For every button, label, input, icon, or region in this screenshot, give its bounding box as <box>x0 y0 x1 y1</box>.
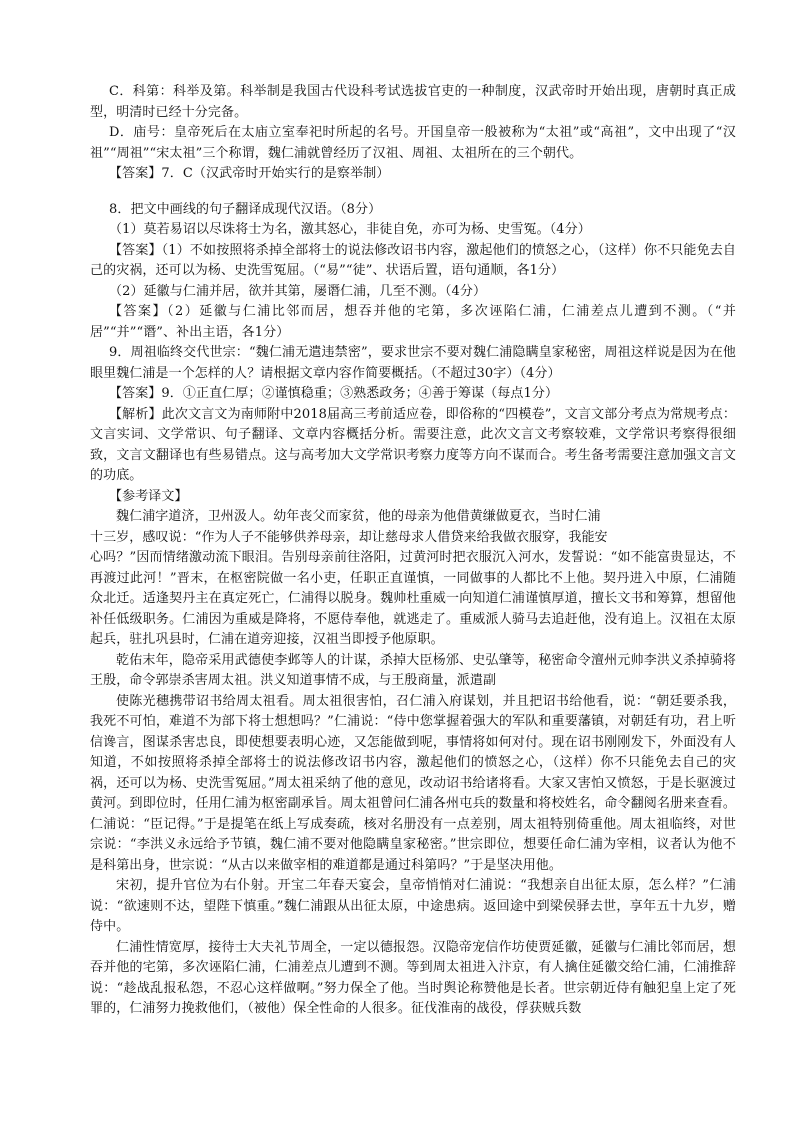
paragraph: 心吗？”因而情绪激动流下眼泪。告别母亲前往洛阳，过黄河时把衣服沉入河水，发誓说：“如不能富贵显达，不再渡过此河！”晋末，在枢密院做一名小吏，任职正直谨慎，一同做事的人都比不上他。契丹进入中原，仁浦随众北迁。适逢契丹主在真定死亡，仁浦得以脱身。魏帅杜重威一向知道仁浦谨慎厚道，擅长文书和筹算，想留他补任低级职务。仁浦因为重威是降将，不愿侍奉他，就逃走了。重威派人骑马去追赶他，没有追上。汉祖在太原起兵，驻扎巩县时，仁浦在道旁迎接，汉祖当即授予他原职。 <box>90 550 736 647</box>
paragraph: 宋初，提升官位为右仆射。开宝二年春天宴会，皇帝悄悄对仁浦说：“我想亲自出征太原，怎么样？”仁浦说：“欲速则不达，望陛下慎重。”魏仁浦跟从出征太原，中途患病。返回途中到梁侯驿去世，享年五十九岁，赠侍中。 <box>90 878 736 934</box>
paragraph: 【答案】（2）延徽与仁浦比邻而居，想吞并他的宅第，多次诬陷仁浦，仁浦差点儿遭到不测。（“并居”“并”“谮”、补出主语，各1分） <box>90 304 736 340</box>
paragraph: 【答案】（1）不如按照将杀掉全部将士的说法修改诏书内容，激起他们的愤怒之心，（这样）你不只能免去自己的灾祸，还可以为杨、史洗雪冤屈。（“易”“徒”、状语后置，语句通顺，各1分） <box>90 242 736 278</box>
paragraph: 魏仁浦字道济，卫州汲人。幼年丧父而家贫，他的母亲为他借黄缣做夏衣，当时仁浦 <box>116 509 601 524</box>
paragraph: 【答案】7．C（汉武帝时开始实行的是察举制） <box>109 166 390 181</box>
document-page <box>90 82 736 1020</box>
paragraph: 9．周祖临终交代世宗：“魏仁浦无遣违禁密”，要求世宗不要对魏仁浦隐瞒皇家秘密，周祖这样说是因为在他眼里魏仁浦是一个怎样的人？请根据文章内容作简要概括。（不超过30字）（4分） <box>90 345 736 381</box>
paragraph: 使陈光穗携带诏书给周太祖看。周太祖很害怕，召仁浦入府谋划，并且把诏书给他看，说：“朝廷要杀我，我死不可怕，难道不为部下将士想想吗？”仁浦说：“侍中您掌握着强大的军队和重要藩镇，对朝廷有功，君上听信谗言，图谋杀害忠良，即使想要表明心迹，又怎能做到呢，事情将如何对付。现在诏书刚刚发下，外面没有人知道，不如按照将杀掉全部将士的说法修改诏书内容，激起他们的愤怒之心，（这样）你不只能免去自己的灾祸，还可以为杨、史洗雪冤屈。”周太祖采纳了他的意见，改动诏书给诸将看。大家又害怕又愤怒，于是长驱渡过黄河。到即位时，任用仁浦为枢密副承旨。周太祖曾问仁浦各州屯兵的数量和将校姓名，命令翻阅名册来查看。仁浦说：“臣记得。”于是提笔在纸上写成奏疏，核对名册没有一点差别，周太祖特别倚重他。周太祖临终，对世宗说：“李洪义永远给予节镇，魏仁浦不要对他隐瞒皇家秘密。”世宗即位，想要任命仁浦为宰相，议者认为他不是科第出身，世宗说：“从古以来做宰相的难道都是通过科第吗？”于是坚决用他。 <box>90 693 736 873</box>
paragraph: D．庙号：皇帝死后在太庙立室奉祀时所起的名号。开国皇帝一般被称为“太祖”或“高祖”，文中出现了“汉祖”“周祖”“宋太祖”三个称谓，魏仁浦就曾经历了汉祖、周祖、太祖所在的三个朝代。 <box>90 125 736 161</box>
paragraph: 乾佑末年，隐帝采用武德使李邺等人的计谋，杀掉大臣杨邠、史弘肇等，秘密命令澶州元帅李洪义杀掉骑将王殷，命令郭崇杀害周太祖。洪义知道事情不成，与王殷商量，派遣副 <box>90 652 736 688</box>
paragraph: 【答案】9．①正直仁厚；②谨慎稳重；③熟悉政务；④善于筹谋（每点1分） <box>109 386 559 401</box>
paragraph: 【参考译文】 <box>109 488 188 504</box>
paragraph: 【解析】此次文言文为南师附中2018届高三考前适应卷，即俗称的“四模卷”，文言文部分考点为常规考点：文言实词、文学常识、句子翻译、文章内容概括分析。需要注意，此次文言文考察较难，文学常识考察得很细致，文言文翻译也有些易错点。这与高考加大文学常识考察力度等方向不谋而合。考生备考需要注意加强文言文的功底。 <box>90 406 736 483</box>
paragraph: 8．把文中画线的句子翻译成现代汉语。（8分） <box>109 201 382 217</box>
paragraph: （1）莫若易诏以尽诛将士为名，激其怒心，非徒自免，亦可为杨、史雪冤。（4分） <box>109 222 591 237</box>
paragraph: 十三岁，感叹说：“作为人子不能够供养母亲，却让慈母求人借贷来给我做衣服穿，我能安 <box>90 529 608 545</box>
paragraph: 仁浦性情宽厚，接待士大夫礼节周全，一定以德报怨。汉隐帝宠信作坊使贾延徽，延徽与仁浦比邻而居，想吞并他的宅第，多次诬陷仁浦，仁浦差点儿遭到不测。等到周太祖进入汴京，有人擒住延徽交给仁浦，仁浦推辞说：“趁战乱报私怨，不忍心这样做啊。”努力保全了他。当时舆论称赞他是长者。世宗朝近侍有触犯皇上定了死罪的，仁浦努力挽救他们，（被他）保全性命的人很多。征伐淮南的战役，俘获贼兵数 <box>90 939 736 1016</box>
paragraph: C．科第：科举及第。科举制是我国古代设科考试选拔官吏的一种制度，汉武帝时开始出现，唐朝时真正成型，明清时已经十分完备。 <box>90 84 736 120</box>
paragraph: （2）延徽与仁浦并居，欲并其第，屡谮仁浦，几至不测。（4分） <box>109 283 487 299</box>
